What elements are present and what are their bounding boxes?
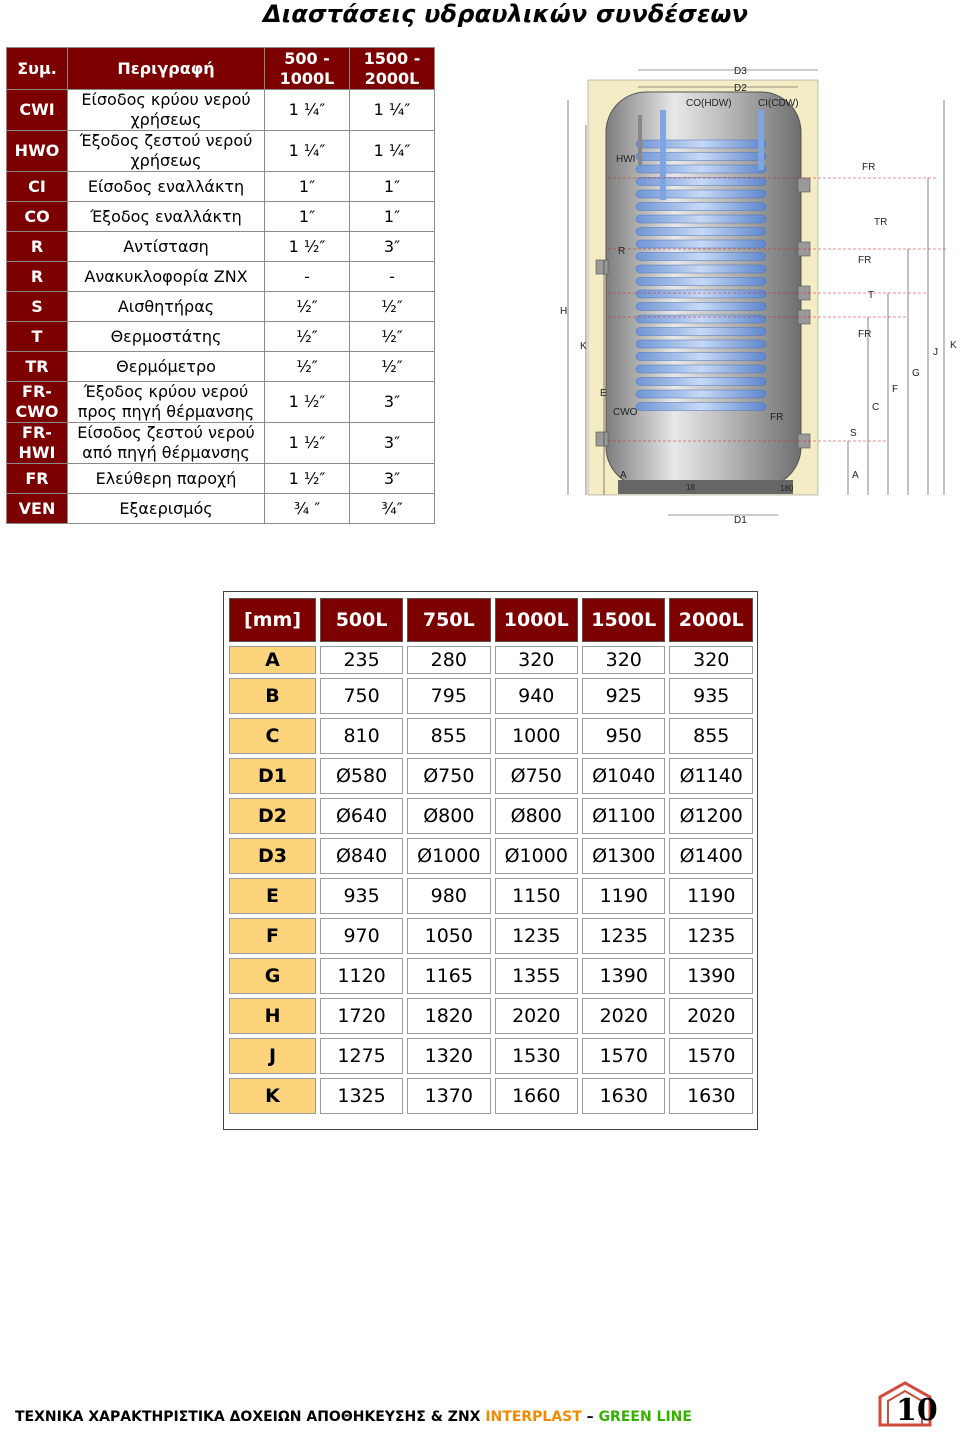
connection-size-large: ½″ (350, 292, 435, 322)
connection-description: Είσοδος ζεστού νερού από πηγή θέρμανσης (68, 423, 265, 464)
label-f: F (892, 384, 899, 395)
dimension-value: Ø840 (320, 838, 403, 874)
connection-size-small: ¾ ″ (265, 494, 350, 524)
dimension-value: Ø1040 (582, 758, 665, 794)
dimension-value: 950 (582, 718, 665, 754)
coil-turn (636, 190, 766, 198)
dimension-value: Ø1140 (669, 758, 753, 794)
dimension-value: Ø1200 (669, 798, 753, 834)
coil-turn (636, 403, 766, 411)
header-unit: [mm] (229, 598, 316, 642)
coil-turn (636, 340, 766, 348)
connection-symbol: FR-CWO (7, 382, 68, 423)
header-2000: 2000L (669, 598, 753, 642)
connections-table (6, 47, 435, 524)
label-k-left: K (580, 341, 587, 352)
coil-turn (636, 240, 766, 248)
connection-description: Είσοδος κρύου νερού χρήσεως (68, 90, 265, 131)
dimension-row (229, 758, 753, 794)
coil-turn (636, 290, 766, 298)
dimension-row (229, 958, 753, 994)
dimension-value: 320 (495, 646, 578, 674)
coil-turn (636, 178, 766, 186)
connection-row (7, 202, 435, 232)
connection-description: Αντίσταση (68, 232, 265, 262)
connection-size-large: 3″ (350, 232, 435, 262)
header-750: 750L (407, 598, 490, 642)
dimension-value: 1235 (495, 918, 578, 954)
label-s: S (850, 428, 857, 439)
label-d2: D2 (734, 83, 747, 94)
dimension-value: 2020 (669, 998, 753, 1034)
header-size-large: 1500 - 2000L (350, 48, 435, 90)
footer-separator: – (581, 1409, 599, 1425)
label-g: G (912, 368, 920, 379)
connection-description: Είσοδος εναλλάκτη (68, 172, 265, 202)
connection-description: Ανακυκλοφορία ΖΝΧ (68, 262, 265, 292)
dimension-value: 1190 (582, 878, 665, 914)
dimension-value: 1570 (669, 1038, 753, 1074)
connection-symbol: R (7, 232, 68, 262)
top-pipe-left (638, 115, 642, 165)
dimensions-table (225, 594, 757, 1118)
dimension-value: 1000 (495, 718, 578, 754)
coil-turn (636, 140, 766, 148)
connection-size-small: ½″ (265, 292, 350, 322)
connection-symbol: FR-HWI (7, 423, 68, 464)
label-fr-mid: FR (770, 412, 784, 423)
dimension-value: Ø1000 (407, 838, 490, 874)
label-tr: TR (874, 217, 888, 228)
connection-size-large: 3″ (350, 382, 435, 423)
footer-line: GREEN LINE (598, 1409, 692, 1425)
coil-turn (636, 215, 766, 223)
label-h: H (560, 306, 568, 317)
tank-base (618, 480, 793, 494)
connection-symbol: CO (7, 202, 68, 232)
label-fr-3: FR (858, 329, 872, 340)
connection-size-large: - (350, 262, 435, 292)
footer-brand: INTERPLAST (485, 1409, 582, 1425)
dimension-value: 970 (320, 918, 403, 954)
coil-turn (636, 365, 766, 373)
dimension-value: 320 (669, 646, 753, 674)
connections-header-row (7, 48, 435, 90)
dimension-value: 1390 (582, 958, 665, 994)
dimension-value: Ø800 (495, 798, 578, 834)
connection-size-small: 1 ¼″ (265, 90, 350, 131)
dimension-value: 940 (495, 678, 578, 714)
connection-size-small: ½″ (265, 352, 350, 382)
dimension-value: 1150 (495, 878, 578, 914)
label-c: C (872, 402, 880, 413)
dimension-value: 1120 (320, 958, 403, 994)
dimension-key: G (229, 958, 316, 994)
header-1500: 1500L (582, 598, 665, 642)
connection-row (7, 464, 435, 494)
connection-symbol: FR (7, 464, 68, 494)
label-a-right: A (852, 470, 859, 481)
connection-description: Θερμόμετρο (68, 352, 265, 382)
connection-description: Έξοδος ζεστού νερού χρήσεως (68, 131, 265, 172)
connection-description: Έξοδος εναλλάκτη (68, 202, 265, 232)
label-e: E (600, 388, 607, 399)
dimension-key: H (229, 998, 316, 1034)
dimension-row (229, 918, 753, 954)
dimension-row (229, 998, 753, 1034)
connection-row (7, 494, 435, 524)
dimension-key: C (229, 718, 316, 754)
dimension-value: Ø1100 (582, 798, 665, 834)
dimension-row (229, 678, 753, 714)
dimension-value: 750 (320, 678, 403, 714)
connection-size-large: 3″ (350, 423, 435, 464)
dimension-value: Ø800 (407, 798, 490, 834)
label-ci: CI(CDW) (758, 98, 799, 109)
dimension-value: 1390 (669, 958, 753, 994)
dimension-value: Ø1300 (582, 838, 665, 874)
dimension-value: 1235 (582, 918, 665, 954)
dimension-row (229, 838, 753, 874)
dimension-value: 280 (407, 646, 490, 674)
connection-size-small: 1 ½″ (265, 382, 350, 423)
coil-turn (636, 353, 766, 361)
dimension-value: 1190 (669, 878, 753, 914)
dimension-key: J (229, 1038, 316, 1074)
dimension-value: 925 (582, 678, 665, 714)
dimension-key: E (229, 878, 316, 914)
coil-turn (636, 315, 766, 323)
dimension-value: 810 (320, 718, 403, 754)
dimension-value: 1630 (669, 1078, 753, 1114)
connection-symbol: S (7, 292, 68, 322)
connection-size-large: ½″ (350, 352, 435, 382)
dimension-value: 1370 (407, 1078, 490, 1114)
label-d1: D1 (734, 515, 747, 526)
dimension-key: D1 (229, 758, 316, 794)
connection-size-small: - (265, 262, 350, 292)
dimension-key: K (229, 1078, 316, 1114)
tank-diagram (558, 60, 958, 530)
connection-size-large: 3″ (350, 464, 435, 494)
dimension-row (229, 718, 753, 754)
label-hwi: HWI (616, 154, 636, 165)
footer-caption: ΤΕΧΝΙΚΑ ΧΑΡΑΚΤΗΡΙΣΤΙΚΑ ΔΟΧΕΙΩΝ ΑΠΟΘΗΚΕΥΣΗΣ & ΖΝΧ (15, 1409, 486, 1425)
connection-size-large: 1″ (350, 172, 435, 202)
connection-size-large: ¾″ (350, 494, 435, 524)
dimension-row (229, 1078, 753, 1114)
dimension-row (229, 646, 753, 674)
connection-size-small: 1 ½″ (265, 423, 350, 464)
dimension-value: 1320 (407, 1038, 490, 1074)
dimension-value: 1630 (582, 1078, 665, 1114)
dimension-value: 1165 (407, 958, 490, 994)
dimension-value: 2020 (582, 998, 665, 1034)
dimension-value: 1275 (320, 1038, 403, 1074)
label-fr-2: FR (858, 255, 872, 266)
page-title: Διαστάσεις υδραυλικών συνδέσεων (263, 0, 749, 28)
dimension-value: 1235 (669, 918, 753, 954)
coil-turn (636, 278, 766, 286)
connection-size-small: 1″ (265, 172, 350, 202)
dimension-value: 235 (320, 646, 403, 674)
dimension-value: Ø750 (495, 758, 578, 794)
connection-symbol: T (7, 322, 68, 352)
connection-size-large: 1 ¼″ (350, 90, 435, 131)
coil-turn (636, 328, 766, 336)
connection-size-small: ½″ (265, 322, 350, 352)
label-base-left: 18 (686, 483, 695, 492)
label-r: R (618, 246, 626, 257)
connection-size-small: 1 ½″ (265, 464, 350, 494)
label-j: J (933, 347, 938, 358)
dimension-value: 795 (407, 678, 490, 714)
connection-row (7, 232, 435, 262)
connection-description: Έξοδος κρύου νερού προς πηγή θέρμανσης (68, 382, 265, 423)
label-base-right: 180 (780, 484, 794, 493)
dimension-value: Ø1000 (495, 838, 578, 874)
connection-size-large: 1 ¼″ (350, 131, 435, 172)
connection-description: Ελεύθερη παροχή (68, 464, 265, 494)
coil-turn (636, 390, 766, 398)
page-number: 10 (896, 1393, 938, 1428)
dimension-value: 1325 (320, 1078, 403, 1114)
connection-row (7, 382, 435, 423)
connection-size-small: 1 ¼″ (265, 131, 350, 172)
header-size-small: 500 - 1000L (265, 48, 350, 90)
dimension-value: 320 (582, 646, 665, 674)
dimensions-panel (223, 591, 758, 1130)
connection-symbol: R (7, 262, 68, 292)
connection-row (7, 131, 435, 172)
coil-turn (636, 265, 766, 273)
connection-size-small: 1″ (265, 202, 350, 232)
dimension-value: 935 (669, 678, 753, 714)
dimension-value: Ø1400 (669, 838, 753, 874)
dimension-row (229, 798, 753, 834)
coil-turn (636, 303, 766, 311)
connection-size-large: ½″ (350, 322, 435, 352)
dimension-value: 935 (320, 878, 403, 914)
dimension-key: D2 (229, 798, 316, 834)
dimensions-header-row (229, 598, 753, 642)
dimension-value: 2020 (495, 998, 578, 1034)
tank-body (606, 92, 801, 487)
dimension-value: 980 (407, 878, 490, 914)
connection-size-small: 1 ½″ (265, 232, 350, 262)
label-k-right: K (950, 340, 957, 351)
connection-row (7, 172, 435, 202)
connection-symbol: VEN (7, 494, 68, 524)
header-500: 500L (320, 598, 403, 642)
label-co: CO(HDW) (686, 98, 732, 109)
dimension-value: 1530 (495, 1038, 578, 1074)
connection-row (7, 322, 435, 352)
dimension-key: D3 (229, 838, 316, 874)
coil-turn (636, 228, 766, 236)
connection-row (7, 423, 435, 464)
dimension-key: B (229, 678, 316, 714)
label-fr-1: FR (862, 162, 876, 173)
connection-description: Αισθητήρας (68, 292, 265, 322)
dimension-value: 855 (407, 718, 490, 754)
dimension-key: F (229, 918, 316, 954)
header-1000: 1000L (495, 598, 578, 642)
connection-symbol: HWO (7, 131, 68, 172)
header-description: Περιγραφή (68, 48, 265, 90)
label-a-left: A (620, 470, 627, 481)
dimension-value: 1570 (582, 1038, 665, 1074)
co-pipe (660, 110, 666, 200)
connection-size-large: 1″ (350, 202, 435, 232)
dimension-key: A (229, 646, 316, 674)
header-symbol: Συμ. (7, 48, 68, 90)
connection-symbol: TR (7, 352, 68, 382)
dimension-value: 1660 (495, 1078, 578, 1114)
coil-turn (636, 253, 766, 261)
coil-turn (636, 203, 766, 211)
label-d3: D3 (734, 66, 747, 77)
coil-turn (636, 165, 766, 173)
connection-description: Εξαερισμός (68, 494, 265, 524)
ci-pipe (758, 110, 764, 170)
dimension-value: Ø750 (407, 758, 490, 794)
dimension-row (229, 878, 753, 914)
dimension-row (229, 1038, 753, 1074)
connection-symbol: CWI (7, 90, 68, 131)
connection-symbol: CI (7, 172, 68, 202)
dimension-value: 1355 (495, 958, 578, 994)
dimension-value: 1050 (407, 918, 490, 954)
connection-row (7, 292, 435, 322)
dimension-value: 1720 (320, 998, 403, 1034)
label-cwo: CWO (613, 407, 638, 418)
connection-row (7, 352, 435, 382)
connection-row (7, 90, 435, 131)
dimension-value: 1820 (407, 998, 490, 1034)
footer-text (15, 1409, 692, 1425)
coil-turn (636, 378, 766, 386)
connection-row (7, 262, 435, 292)
label-t: T (868, 290, 875, 301)
dimension-value: Ø640 (320, 798, 403, 834)
connection-description: Θερμοστάτης (68, 322, 265, 352)
dimension-value: 855 (669, 718, 753, 754)
coil-turn (636, 153, 766, 161)
dimension-value: Ø580 (320, 758, 403, 794)
